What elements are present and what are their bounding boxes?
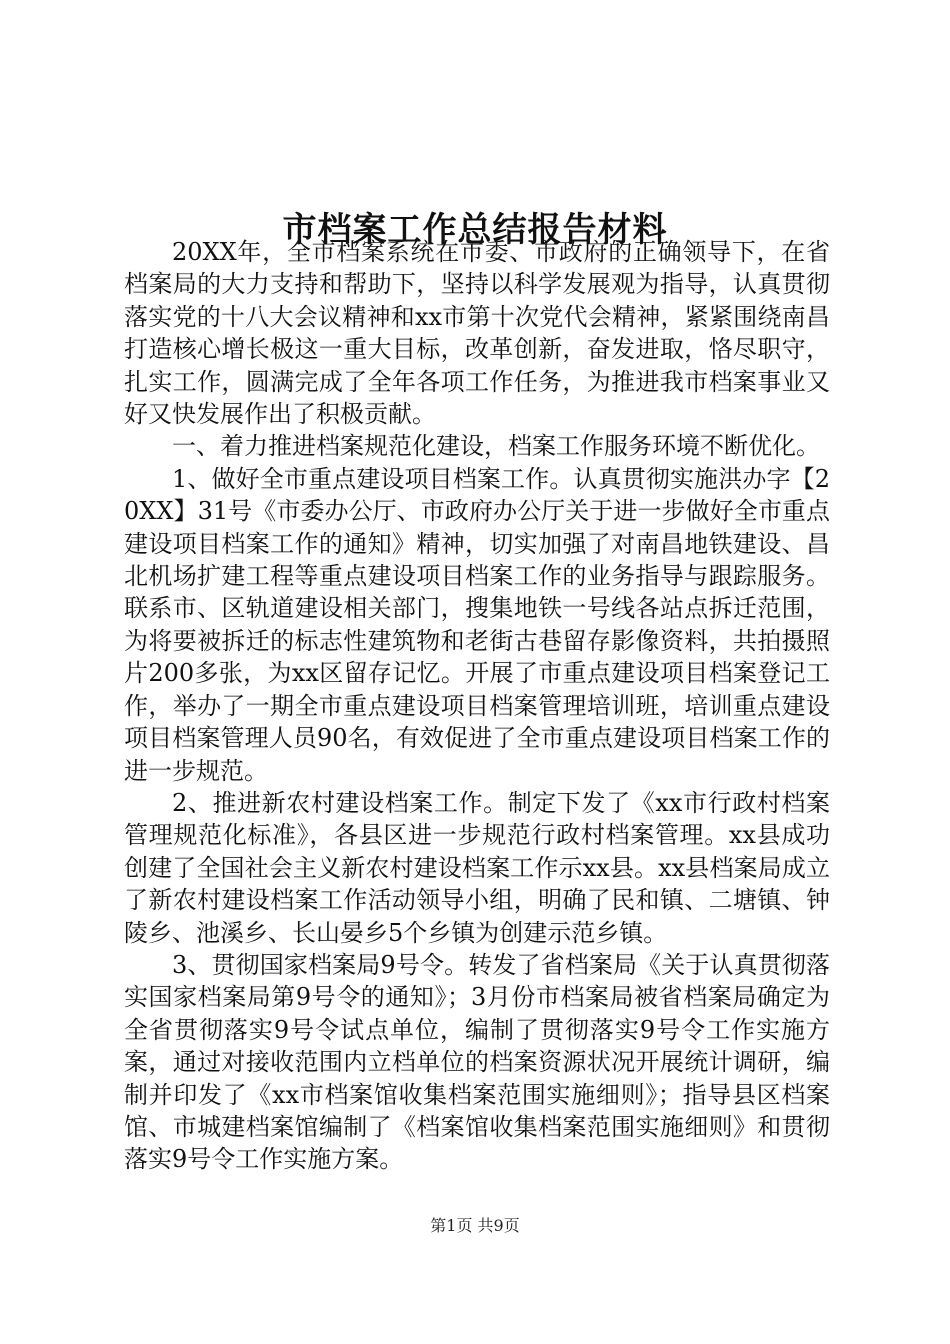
document-body (124, 236, 830, 1176)
paragraph-item-1: 1、做好全市重点建设项目档案工作。认真贯彻实施洪办字【20XX】31号《市委办公厅、市政府办公厅关于进一步做好全市重点建设项目档案工作的通知》精神，切实加强了对南昌地铁建设、昌北机场扩建工程等重点建设项目档案工作的业务指导与跟踪服务。联系市、区轨道建设相关部门，搜集地铁一号线各站点拆迁范围，为将要被拆迁的标志性建筑物和老街古巷留存影像资料，共拍摄照片200多张，为xx区留存记忆。开展了市重点建设项目档案登记工作，举办了一期全市重点建设项目档案管理培训班，培训重点建设项目档案管理人员90名，有效促进了全市重点建设项目档案工作的进一步规范。 (124, 464, 830, 785)
paragraph-item-3: 3、贯彻国家档案局9号令。转发了省档案局《关于认真贯彻落实国家档案局第9号令的通知》；3月份市档案局被省档案局确定为全省贯彻落实9号令试点单位，编制了贯彻落实9号令工作实施方案，通过对接收范围内立档单位的档案资源状况开展统计调研，编制并印发了《xx市档案馆收集档案范围实施细则》；指导县区档案馆、市城建档案馆编制了《档案馆收集档案范围实施细则》和贯彻落实9号令工作实施方案。 (124, 950, 830, 1174)
section-heading-1: 一、着力推进档案规范化建设，档案工作服务环境不断优化。 (172, 432, 820, 461)
page-footer: 第1页 共9页 (430, 1216, 520, 1235)
paragraph-item-2: 2、推进新农村建设档案工作。制定下发了《xx市行政村档案管理规范化标准》，各县区进一步规范行政村档案管理。xx县成功创建了全国社会主义新农村建设档案工作示xx县。xx县档案局成立了新农村建设档案工作活动领导小组，明确了民和镇、二塘镇、钟陵乡、池溪乡、长山晏乡5个乡镇为创建示范乡镇。 (124, 788, 830, 947)
paragraph-intro: 20XX年，全市档案系统在市委、市政府的正确领导下，在省档案局的大力支持和帮助下，坚持以科学发展观为指导，认真贯彻落实党的十八大会议精神和xx市第十次党代会精神，紧紧围绕南昌打造核心增长极这一重大目标，改革创新，奋发进取，恪尽职守，扎实工作，圆满完成了全年各项工作任务，为推进我市档案事业又好又快发展作出了积极贡献。 (124, 238, 830, 429)
document-title: 市档案工作总结报告材料 (282, 209, 668, 250)
